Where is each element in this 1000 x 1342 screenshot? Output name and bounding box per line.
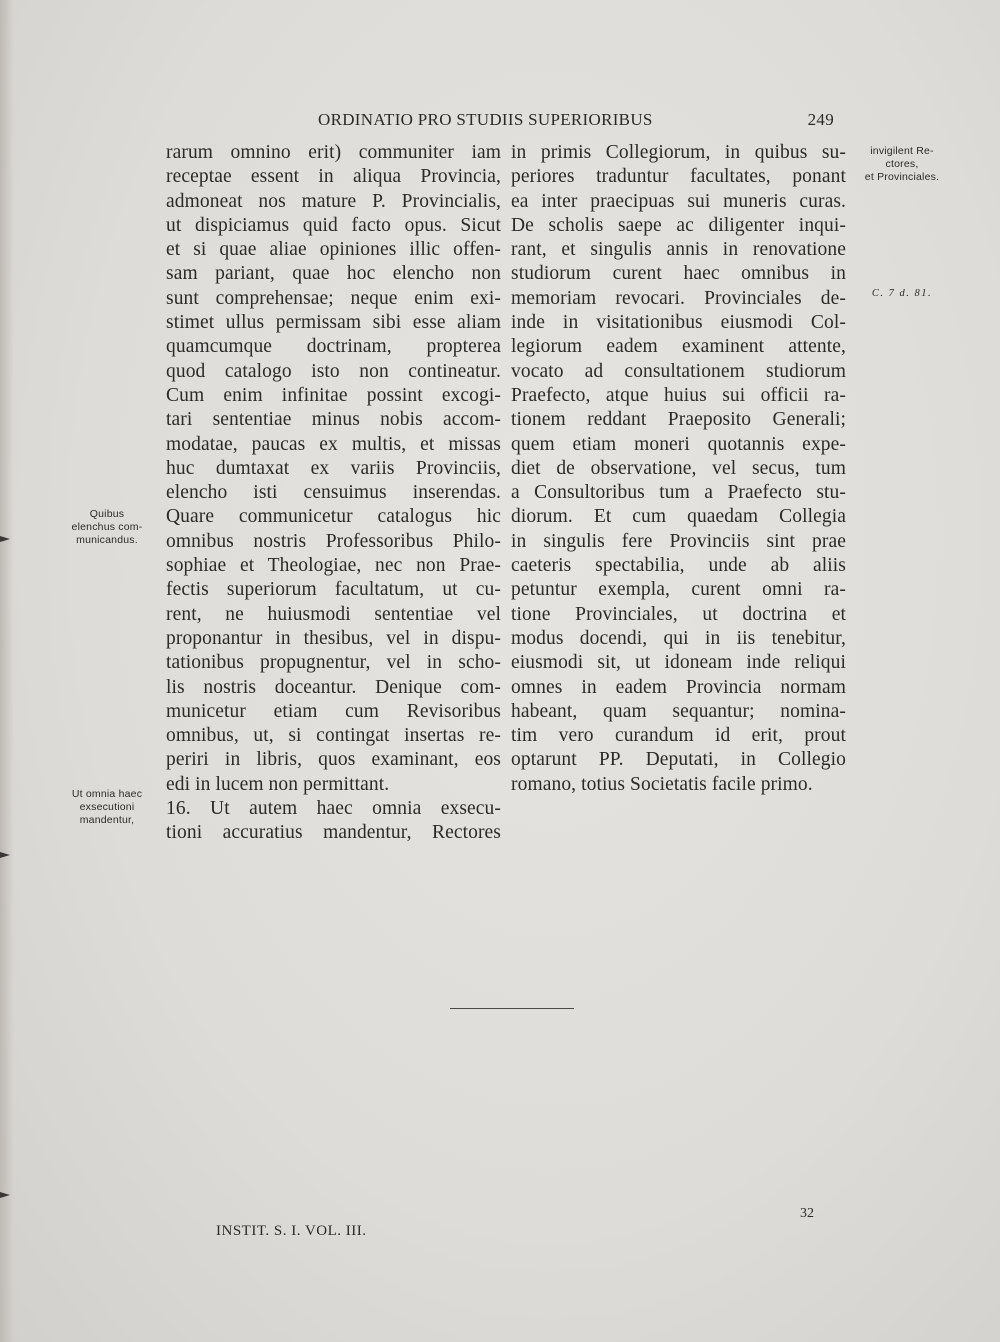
text-line: sunt comprehensae; neque enim exi- xyxy=(166,287,501,309)
left-column-text xyxy=(166,141,501,846)
margin-note-line: et Provinciales. xyxy=(864,171,940,183)
text-line: vocato ad consultationem studiorum xyxy=(511,360,846,382)
text-line: habeant, quam sequantur; nomina- xyxy=(511,700,846,722)
text-line: rant, et singulis annis in renovatione xyxy=(511,239,846,261)
binding-mark xyxy=(0,850,12,860)
text-line: quamcumque doctrinam, propterea xyxy=(166,336,501,358)
text-line: ut dispiciamus quid facto opus. Sicut xyxy=(166,214,501,236)
closing-rule xyxy=(450,1008,574,1009)
text-line: stimet ullus permissam sibi esse aliam xyxy=(166,312,501,334)
text-line: proponantur in thesibus, vel in dispu- xyxy=(166,627,501,649)
text-line: tione Provinciales, ut doctrina et xyxy=(511,603,846,625)
text-line: receptae essent in aliqua Provincia, xyxy=(166,166,501,188)
text-line: periores traduntur facultates, ponant xyxy=(511,166,846,188)
margin-note-quibus xyxy=(58,508,156,547)
text-line: romano, totius Societatis facile primo. xyxy=(511,773,813,795)
text-line: legiorum eadem examinent attente, xyxy=(511,336,846,358)
text-line: rarum omnino erit) communiter iam xyxy=(166,142,501,163)
text-line: modus docendi, qui in iis tenebitur, xyxy=(511,627,846,649)
text-line: Cum enim infinitae possint excogi- xyxy=(166,384,501,406)
text-line: fectis superiorum facultatum, ut cu- xyxy=(166,579,501,601)
text-line: et si quae aliae opiniones illic offen- xyxy=(166,239,501,261)
text-line: edi in lucem non permittant. xyxy=(166,773,390,795)
text-line: lis nostris doceantur. Denique com- xyxy=(166,676,501,698)
text-line: periri in libris, quos examinant, eos xyxy=(166,749,501,771)
page-number: 249 xyxy=(807,110,834,129)
text-line: Quare communicetur catalogus hic xyxy=(166,506,501,528)
text-line: diet de observatione, vel secus, tum xyxy=(511,457,846,479)
footer-number: 32 xyxy=(800,1206,814,1221)
text-line: quem etiam moneri quotannis expe- xyxy=(511,433,846,455)
right-column-text xyxy=(511,141,846,797)
text-line: 16. Ut autem haec omnia exsecu- xyxy=(166,798,501,820)
page-edge-shadow xyxy=(0,0,14,1342)
text-line: studiorum curent haec omnibus in xyxy=(511,263,846,285)
text-line: modatae, paucas ex multis, et missas xyxy=(166,433,501,455)
text-line: omnibus, ut, si contingat insertas re- xyxy=(166,725,501,747)
margin-note-line: invigilent Re- xyxy=(870,145,934,157)
margin-note-reference: C. 7 d. 81. xyxy=(871,288,933,299)
text-line: caeteris spectabilia, unde ab aliis xyxy=(511,555,846,577)
text-line: tim vero curandum id erit, prout xyxy=(511,725,846,747)
margin-note-line: elenchus com- xyxy=(71,521,143,533)
text-line: petuntur exempla, curent omni ra- xyxy=(511,579,846,601)
text-line: tioni accuratius mandentur, Rectores xyxy=(166,822,501,844)
running-header xyxy=(318,110,838,136)
text-line: eiusmodi sit, ut idoneam inde reliqui xyxy=(511,652,846,674)
footer-signature: INSTIT. S. I. VOL. III. xyxy=(216,1223,367,1239)
margin-note-line: ctores, xyxy=(885,158,919,170)
text-line: admoneat nos mature P. Provincialis, xyxy=(166,190,501,212)
margin-note-ut-omnia xyxy=(58,788,156,827)
margin-note-line: municandus. xyxy=(76,534,138,546)
margin-note-invigilent xyxy=(852,145,952,184)
text-line: rent, ne huiusmodi sententiae vel xyxy=(166,603,501,625)
text-line: omnibus nostris Professoribus Philo- xyxy=(166,530,501,552)
running-title: ORDINATIO PRO STUDIIS SUPERIORIBUS xyxy=(318,110,653,129)
text-line: memoriam revocari. Provinciales de- xyxy=(511,287,846,309)
binding-mark xyxy=(0,1190,12,1200)
binding-mark xyxy=(0,534,12,544)
text-line: omnes in eadem Provincia normam xyxy=(511,676,846,698)
text-line: ea inter praecipuas sui muneris curas. xyxy=(511,190,846,212)
text-line: quod catalogo isto non contineatur. xyxy=(166,360,501,382)
text-line: huc dumtaxat ex variis Provinciis, xyxy=(166,457,501,479)
text-line: De scholis saepe ac diligenter inqui- xyxy=(511,214,846,236)
text-line: tationibus propugnentur, vel in scho- xyxy=(166,652,501,674)
text-line: inde in visitationibus eiusmodi Col- xyxy=(511,312,846,334)
text-line: a Consultoribus tum a Praefecto stu- xyxy=(511,482,846,504)
text-line: sophiae et Theologiae, nec non Prae- xyxy=(166,555,501,577)
text-line: optarunt PP. Deputati, in Collegio xyxy=(511,749,846,771)
text-line: elencho isti censuimus inserendas. xyxy=(166,482,501,504)
margin-note-line: mandentur, xyxy=(79,814,135,826)
text-line: tari sententiae minus nobis accom- xyxy=(166,409,501,431)
text-line: in singulis fere Provinciis sint prae xyxy=(511,530,846,552)
text-line: sam pariant, quae hoc elencho non xyxy=(166,263,501,285)
text-line: diorum. Et cum quaedam Collegia xyxy=(511,506,846,528)
text-line: tionem reddant Praeposito Generali; xyxy=(511,409,846,431)
text-line: in primis Collegiorum, in quibus su- xyxy=(511,142,846,163)
margin-note-line: Quibus xyxy=(89,508,125,520)
text-line: Praefecto, atque huius sui officii ra- xyxy=(511,384,846,406)
margin-note-line: exsecutioni xyxy=(79,801,135,813)
text-line: municetur etiam cum Revisoribus xyxy=(166,700,501,722)
margin-note-line: Ut omnia haec xyxy=(71,788,143,800)
